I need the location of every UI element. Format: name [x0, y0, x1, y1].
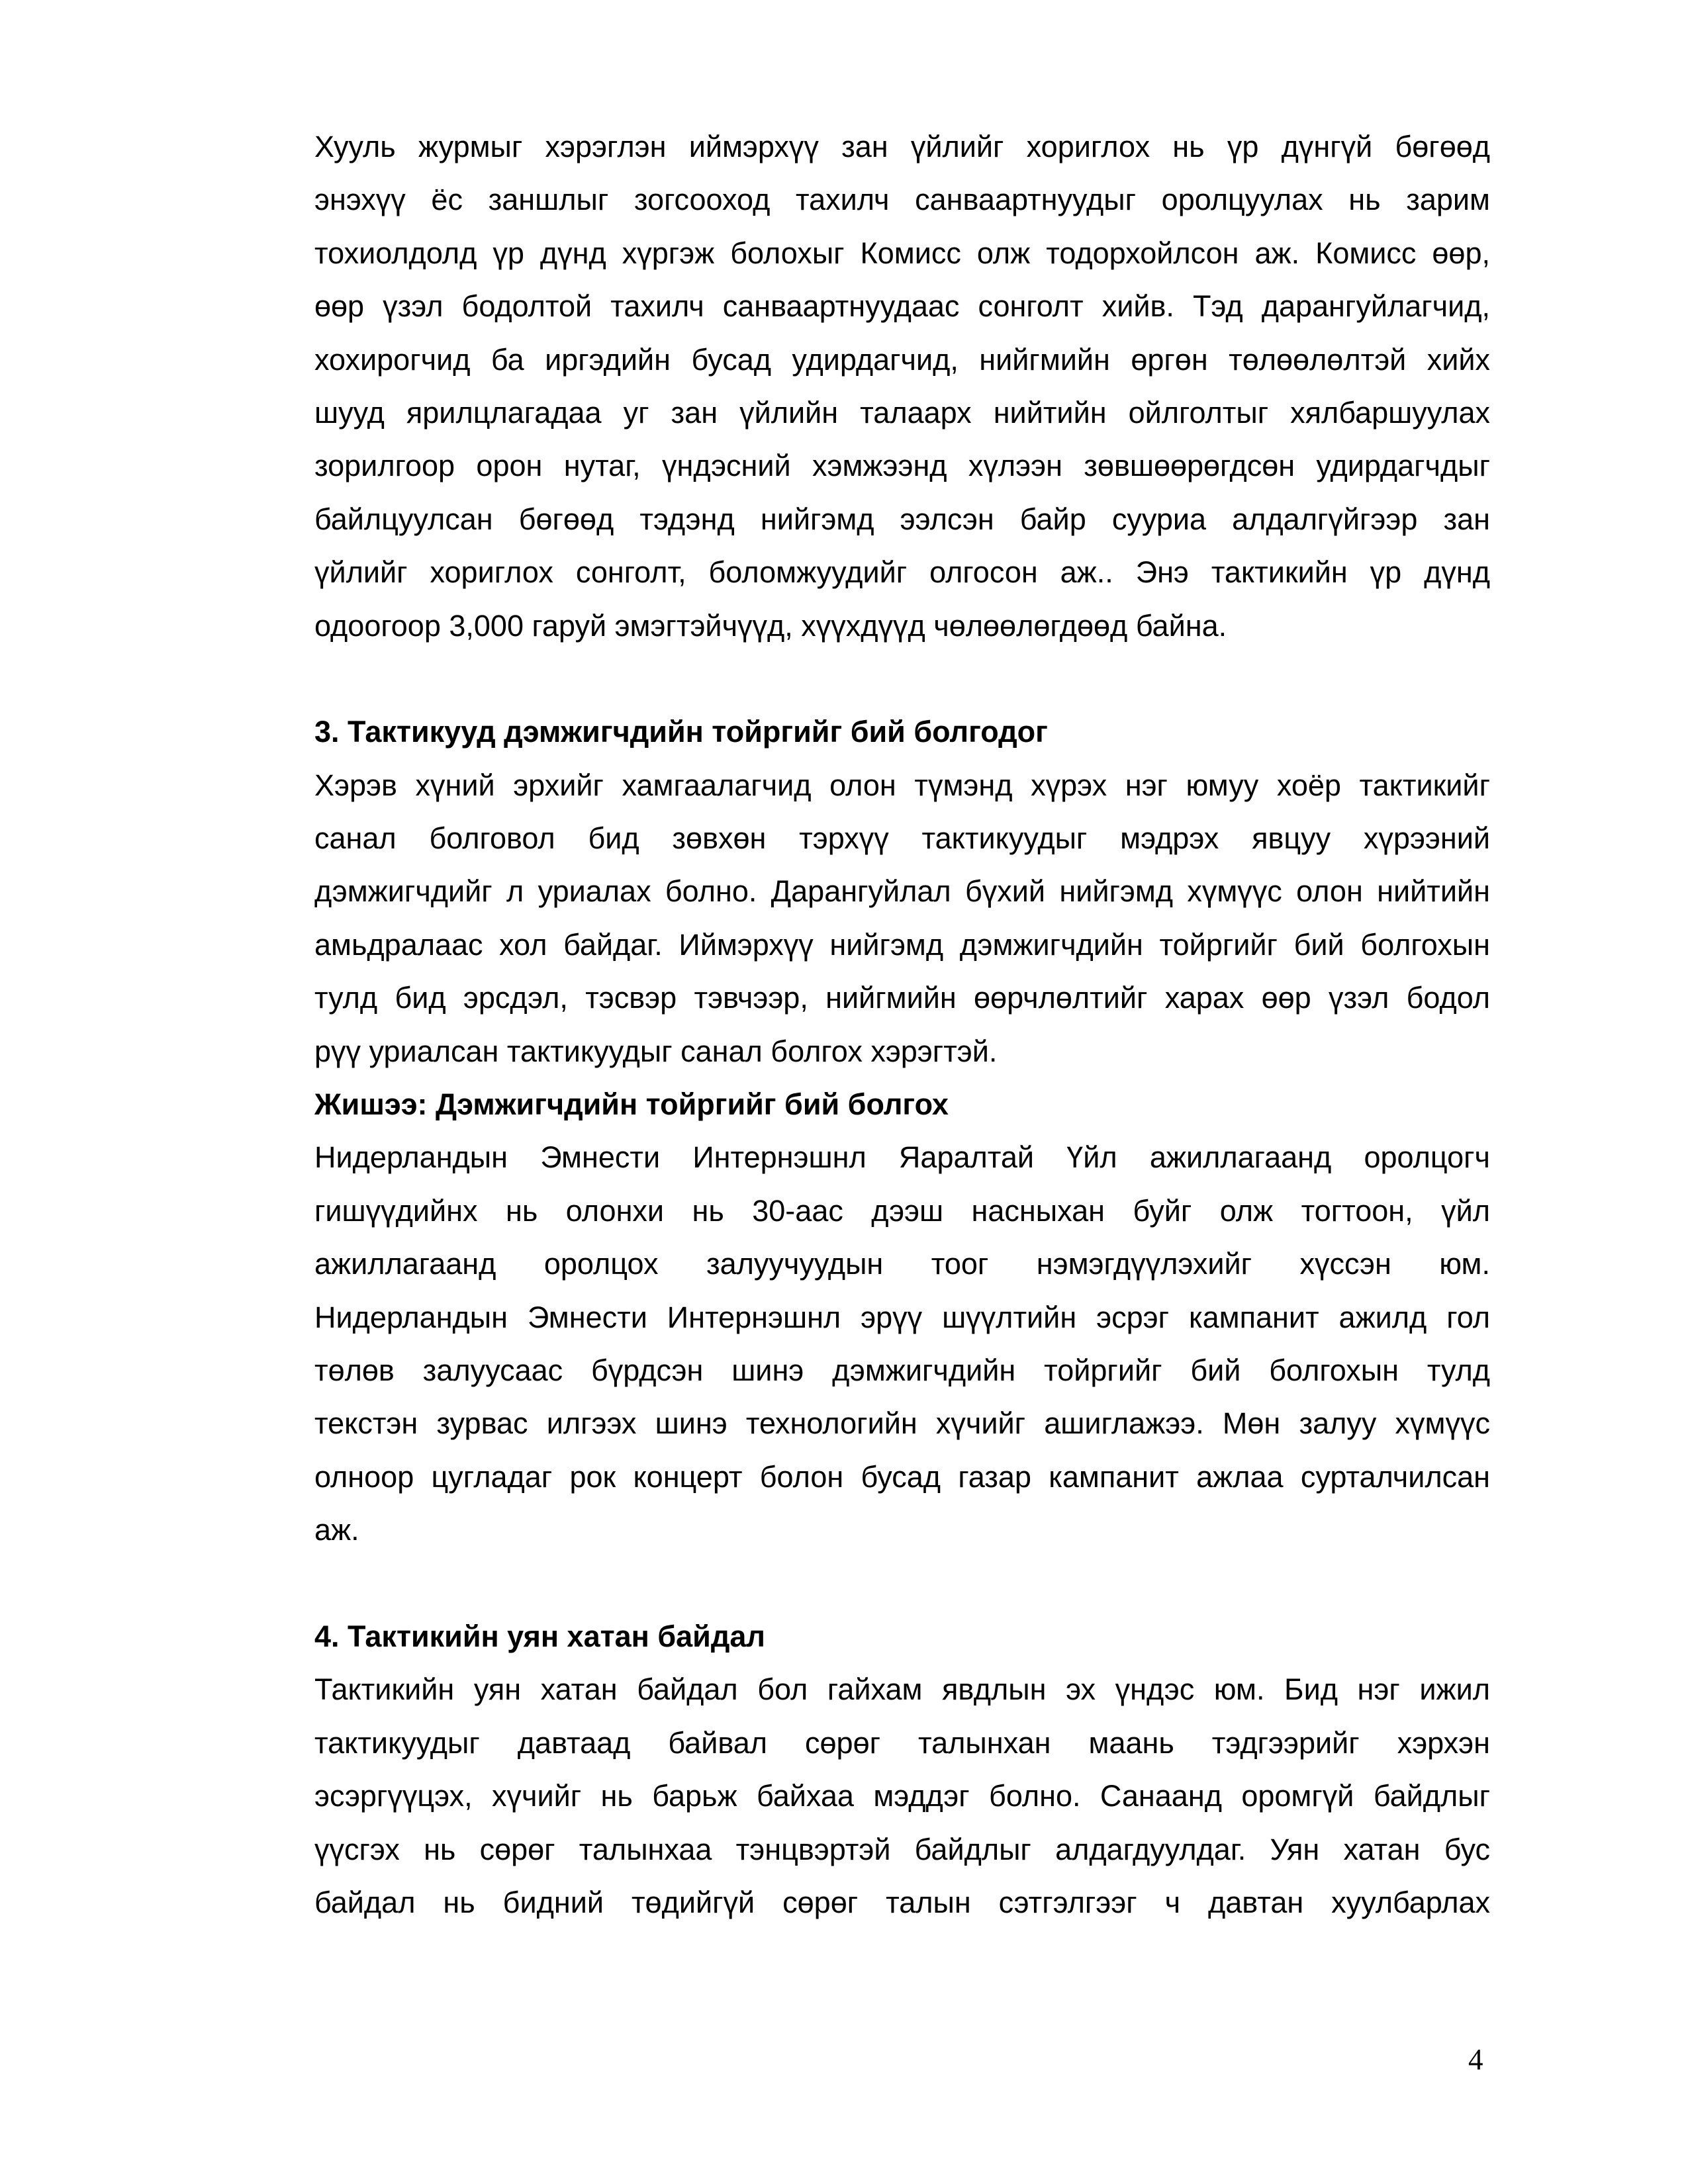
text-line: текстэн зурвас илгээх шинэ технологийн хүчийг ашиглажээ. Мөн залуу хүмүүс: [314, 1406, 1490, 1441]
text-line: аж.: [314, 1513, 359, 1547]
text-line: эсэргүүцэх, хүчийг нь барьж байхаа мэддэг болно. Санаанд оромгүй байдлыг: [314, 1779, 1490, 1813]
paragraph-supporter-circle: [314, 759, 1490, 1078]
section-heading-4: 4. Тактикийн уян хатан байдал: [314, 1619, 766, 1653]
text-line: олноор цугладаг рок концерт болон бусад газар кампанит ажлаа сурталчилсан: [314, 1459, 1490, 1494]
text-line: тактикуудыг давтаад байвал сөрөг талынхан маань тэдгээрийг хэрхэн: [314, 1725, 1490, 1760]
text-line: байдал нь бидний төдийгүй сөрөг талын сэтгэлгээг ч давтан хуулбарлах: [314, 1885, 1490, 1919]
text-line: одоогоор 3,000 гаруй эмэгтэйчүүд, хүүхдүүд чөлөөлөгдөөд байна.: [314, 608, 1227, 643]
text-line: ажиллагаанд оролцох залуучуудын тоог нэмэгдүүлэхийг хүссэн юм.: [314, 1247, 1490, 1281]
text-line: шууд ярилцлагадаа уг зан үйлийн талаарх нийтийн ойлголтыг хялбаршуулах: [314, 395, 1490, 430]
text-line: хохирогчид ба иргэдийн бусад удирдагчид, нийгмийн өргөн төлөөлөлтэй хийх: [314, 342, 1490, 377]
paragraph-traditional-practice: [314, 120, 1490, 653]
text-line: тохиолдолд үр дүнд хүргэж болохыг Комисс олж тодорхойлсон аж. Комисс өөр,: [314, 236, 1490, 270]
page-number: 4: [1468, 2043, 1483, 2076]
text-line: Хууль журмыг хэрэглэн иймэрхүү зан үйлийг хориглох нь үр дүнгүй бөгөөд: [314, 130, 1490, 163]
text-line: амьдралаас хол байдаг. Иймэрхүү нийгэмд дэмжигчдийн тойргийг бий болгохын: [314, 927, 1490, 962]
paragraph-example-netherlands: [314, 1131, 1490, 1557]
text-line: Нидерландын Эмнести Интернэшнл эрүү шүүлтийн эсрэг кампанит ажилд гол: [314, 1300, 1490, 1334]
text-line: санал болговол бид зөвхөн тэрхүү тактикуудыг мэдрэх явцуу хүрээний: [314, 821, 1490, 856]
text-line: зорилгоор орон нутаг, үндэсний хэмжээнд хүлээн зөвшөөрөгдсөн удирдагчдыг: [314, 449, 1490, 483]
text-line: дэмжигчдийг л уриалах болно. Дарангуйлал бүхий нийгэмд хүмүүс олон нийтийн: [314, 874, 1490, 909]
text-line: Тактикийн уян хатан байдал бол гайхам явдлын эх үндэс юм. Бид нэг ижил: [314, 1672, 1490, 1707]
text-line: Хэрэв хүний эрхийг хамгаалагчид олон түмэнд хүрэх нэг юмуу хоёр тактикийг: [314, 768, 1490, 802]
paragraph-tactical-flexibility: [314, 1663, 1490, 1929]
text-line: үүсгэх нь сөрөг талынхаа тэнцвэртэй байдлыг алдагдуулдаг. Уян хатан бус: [314, 1832, 1490, 1866]
text-line: өөр үзэл бодолтой тахилч санваартнуудаас сонголт хийв. Тэд дарангуйлагчид,: [314, 289, 1490, 324]
text-line: байлцуулсан бөгөөд тэдэнд нийгэмд ээлсэн байр сууриа алдалгүйгээр зан: [314, 502, 1490, 536]
section-heading-3: 3. Тактикууд дэмжигчдийн тойргийг бий болгодог: [314, 715, 1048, 749]
text-line: Нидерландын Эмнести Интернэшнл Яаралтай Үйл ажиллагаанд оролцогч: [314, 1140, 1490, 1175]
text-column: [314, 120, 1490, 1929]
text-line: үйлийг хориглох сонголт, боломжуудийг олгосон аж.. Энэ тактикийн үр дүнд: [314, 555, 1490, 590]
text-line: гишүүдийнх нь олонхи нь 30-аас дээш насныхан буйг олж тогтоон, үйл: [314, 1193, 1490, 1228]
paragraph-spacer: [314, 653, 1490, 705]
example-subheading: Жишээ: Дэмжигчдийн тойргийг бий болгох: [314, 1087, 949, 1122]
text-line: рүү уриалсан тактикуудыг санал болгох хэрэгтэй.: [314, 1034, 998, 1068]
text-line: тулд бид эрсдэл, тэсвэр тэвчээр, нийгмийн өөрчлөлтийг харах өөр үзэл бодол: [314, 981, 1490, 1015]
text-line: төлөв залуусаас бүрдсэн шинэ дэмжигчдийн тойргийг бий болгохын тулд: [314, 1353, 1490, 1387]
text-line: энэхүү ёс заншлыг зогсооход тахилч санваартнуудыг оролцуулах нь зарим: [314, 183, 1490, 217]
paragraph-spacer: [314, 1557, 1490, 1610]
